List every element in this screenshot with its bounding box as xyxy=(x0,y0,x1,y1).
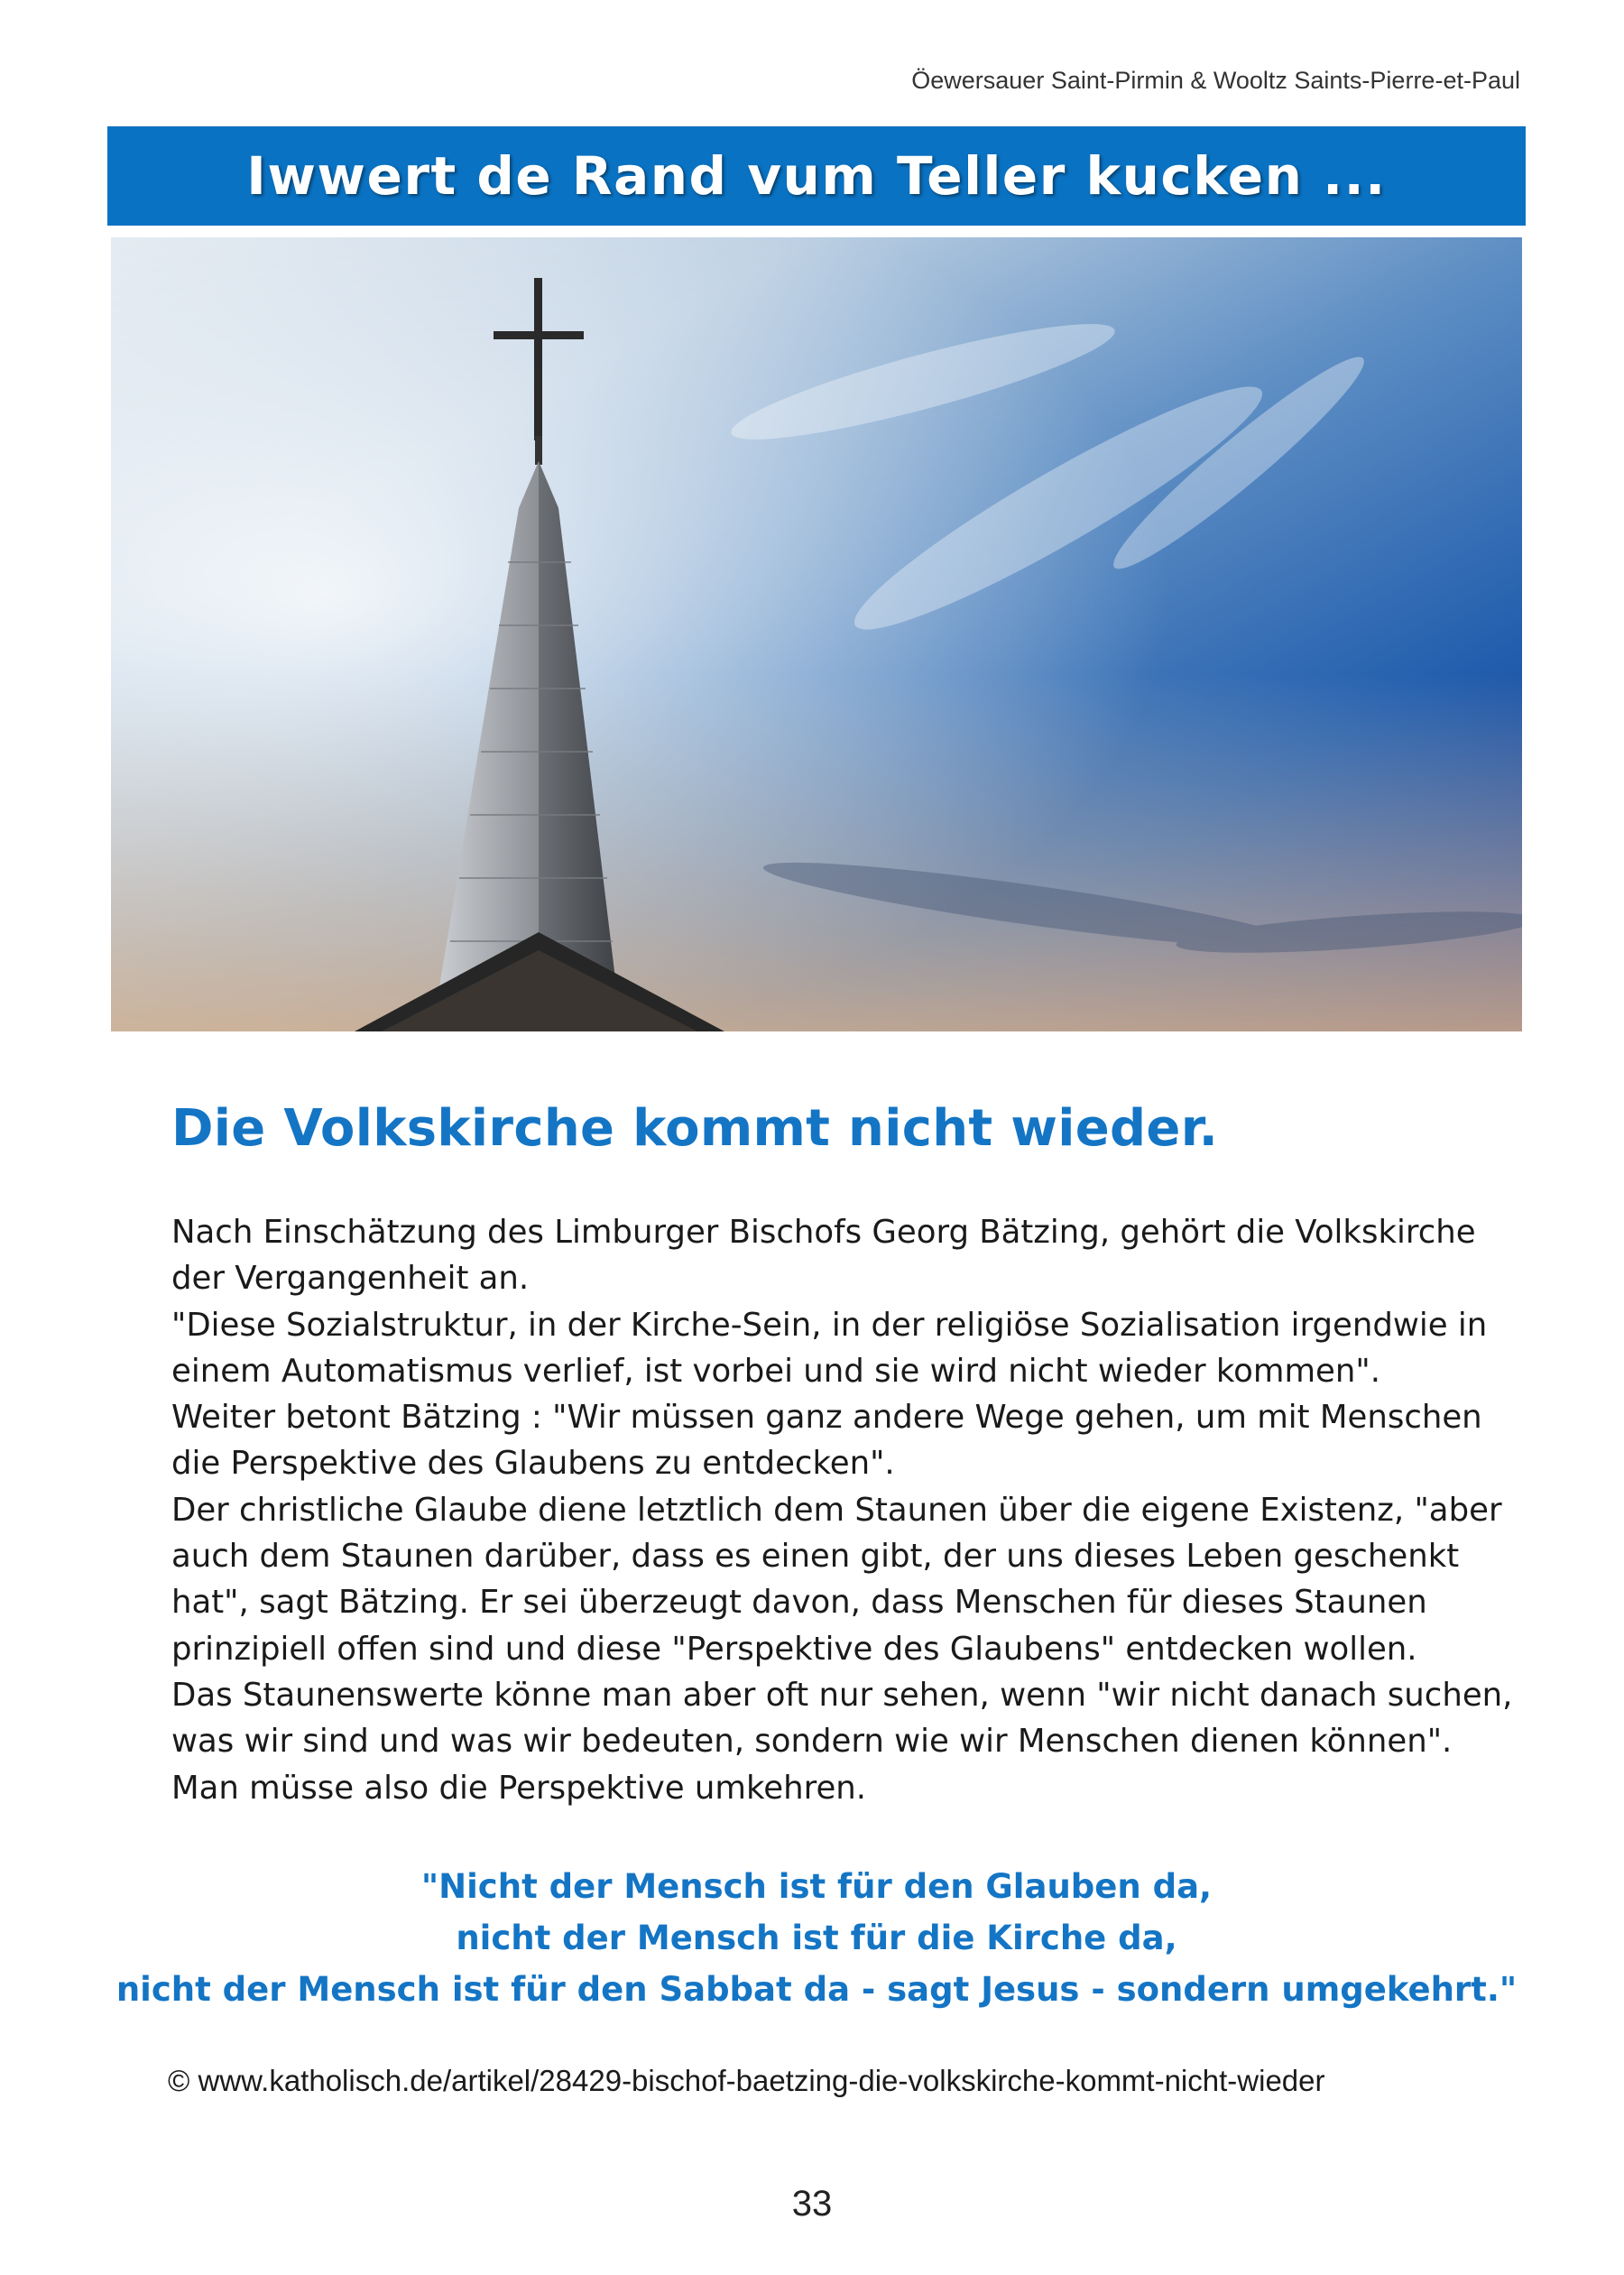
banner-title: Iwwert de Rand vum Teller kucken ... xyxy=(246,145,1387,207)
body-line: prinzipiell offen sind und diese "Perspektive des Glaubens" entdecken wollen. xyxy=(171,1630,1417,1668)
body-line: hat", sagt Bätzing. Er sei überzeugt davon, dass Menschen für dieses Staunen xyxy=(171,1584,1427,1622)
body-line: die Perspektive des Glaubens zu entdecken". xyxy=(171,1445,895,1483)
quote-line: "Nicht der Mensch ist für den Glauben da, xyxy=(420,1867,1213,1906)
body-line: Weiter betont Bätzing : "Wir müssen ganz andere Wege gehen, um mit Menschen xyxy=(171,1399,1482,1437)
article-heading: Die Volkskirche kommt nicht wieder. xyxy=(171,1099,1219,1158)
body-line: auch dem Staunen darüber, dass es einen gibt, der uns dieses Leben geschenkt xyxy=(171,1538,1460,1576)
jesus-quote xyxy=(108,1861,1525,2015)
body-line: der Vergangenheit an. xyxy=(171,1260,530,1298)
parish-header: Öewersauer Saint-Pirmin & Wooltz Saints-Pierre-et-Paul xyxy=(911,67,1520,94)
title-banner xyxy=(107,126,1526,226)
body-line: Nach Einschätzung des Limburger Bischofs Georg Bätzing, gehört die Volkskirche xyxy=(171,1214,1476,1251)
page-number: 33 xyxy=(791,2184,833,2224)
body-line: Der christliche Glaube diene letztlich dem Staunen über die eigene Existenz, "aber xyxy=(171,1491,1502,1529)
quote-line: nicht der Mensch ist für die Kirche da, xyxy=(456,1919,1177,1957)
steeple-photo xyxy=(111,237,1522,1031)
source-link[interactable]: © www.katholisch.de/artikel/28429-bischof-baetzing-die-volkskirche-kommt-nicht-wieder xyxy=(168,2064,1325,2097)
quote-line: nicht der Mensch ist für den Sabbat da - sagt Jesus - sondern umgekehrt." xyxy=(115,1970,1518,2009)
body-line: "Diese Sozialstruktur, in der Kirche-Sein, in der religiöse Sozialisation irgendwie in xyxy=(171,1306,1488,1344)
body-line: Das Staunenswerte könne man aber oft nur sehen, wenn "wir nicht danach suchen, xyxy=(171,1676,1513,1714)
article-body xyxy=(171,1209,1513,1811)
body-line: einem Automatismus verlief, ist vorbei und sie wird nicht wieder kommen". xyxy=(171,1352,1380,1390)
body-line: was wir sind und was wir bedeuten, sondern wie wir Menschen dienen können". xyxy=(171,1723,1453,1761)
body-line: Man müsse also die Perspektive umkehren. xyxy=(171,1769,867,1807)
